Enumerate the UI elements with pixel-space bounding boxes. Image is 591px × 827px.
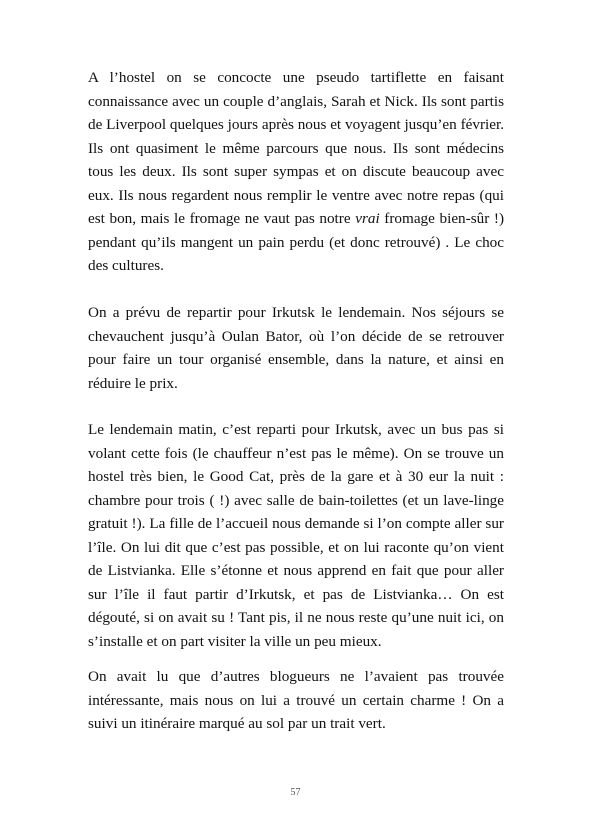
emphasized-word: vrai (355, 210, 380, 227)
paragraph-city-visit: On avait lu que d’autres blogueurs ne l’avaient pas trouvée intéressante, mais nous on lui a trouvé un certain charme ! On a suivi un itinéraire marqué au sol par un trait vert. (88, 668, 504, 732)
page-number: 57 (290, 787, 301, 798)
paragraph-irkutsk-plan: On a prévu de repartir pour Irkutsk le lendemain. Nos séjours se chevauchent jusqu’à Oulan Bator, où l’on décide de se retrouver pour faire un tour organisé ensemble, dans la nature, et ainsi en réduire le prix. (88, 304, 504, 392)
paragraph-text: A l’hostel on se concocte une pseudo tartiflette en faisant connaissance avec un couple d’anglais, Sarah et Nick. Ils sont partis de Liverpool quelques jours après nous et voyagent jusqu’en février. Ils ont quasiment le même parcours que nous. Ils sont médecins tous les deux. Ils sont super sympas et on discute beaucoup avec eux. Ils nous regardent nous remplir le ventre avec notre repas (qui est bon, mais le fromage ne vaut pas notre (88, 69, 504, 227)
paragraph-hostel-dinner (88, 66, 504, 278)
paragraph-good-cat-hostel: Le lendemain matin, c’est reparti pour Irkutsk, avec un bus pas si volant cette fois (le chauffeur n’est pas le même). On se trouve un hostel très bien, le Good Cat, près de la gare et à 30 eur la nuit : chambre pour trois ( !) avec salle de bain-toilettes (et un lave-linge gratuit !). La fille de l’accueil nous demande si l’on compte aller sur l’île. On lui dit que c’est pas possible, et on lui raconte qu’on vient de Listvianka. Elle s’étonne et nous apprend en fait que pour aller sur l’île il faut partir d’Irkutsk, et pas de Listvianka… On est dégouté, si on avait su ! Tant pis, il ne nous reste qu’une nuit ici, on s’installe et on part visiter la ville un peu mieux. (88, 421, 504, 650)
paragraph-text: fromage bien-sûr !) pendant qu’ils mangent un pain perdu (et donc retrouvé) . Le choc des cultures. (88, 210, 505, 274)
